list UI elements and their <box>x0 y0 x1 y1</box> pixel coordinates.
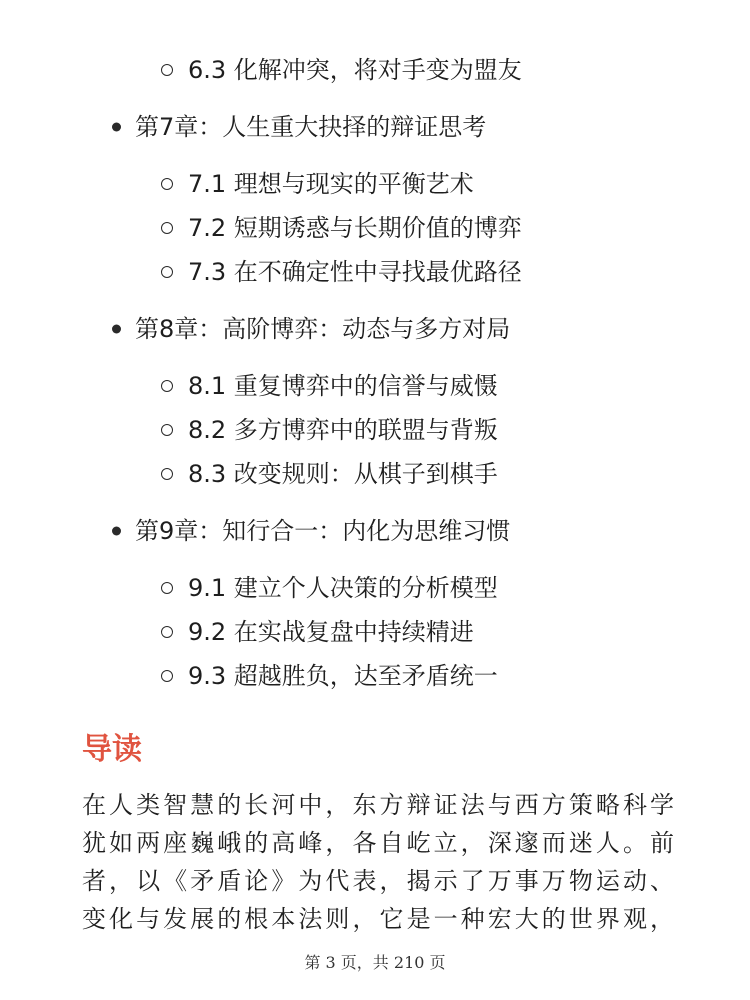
intro-paragraph <box>82 786 674 938</box>
toc-item-label: 7.3 在不确定性中寻找最优路径 <box>188 258 522 286</box>
hollow-bullet-icon <box>161 64 173 76</box>
paragraph-line: 变化与发展的根本法则，它是一种宏大的世界观， <box>82 905 674 933</box>
filled-bullet-icon <box>112 527 121 536</box>
paragraph-line: 在人类智慧的长河中，东方辩证法与西方策略科学 <box>82 791 674 819</box>
toc-item-label: 9.1 建立个人决策的分析模型 <box>188 574 498 602</box>
hollow-bullet-icon <box>161 626 173 638</box>
hollow-bullet-icon <box>161 582 173 594</box>
page-number-footer: 第 3 页，共 210 页 <box>304 953 446 972</box>
hollow-bullet-icon <box>161 266 173 278</box>
hollow-bullet-icon <box>161 424 173 436</box>
section-heading: 导读 <box>82 732 142 767</box>
toc-item-label: 第7章：人生重大抉择的辩证思考 <box>135 113 487 141</box>
toc-item-label: 9.2 在实战复盘中持续精进 <box>188 618 474 646</box>
toc-item-label: 7.2 短期诱惑与长期价值的博弈 <box>188 214 522 242</box>
toc-item-label: 6.3 化解冲突，将对手变为盟友 <box>188 56 522 84</box>
toc-item-label: 8.3 改变规则：从棋子到棋手 <box>188 460 498 488</box>
toc-item-label: 第8章：高阶博弈：动态与多方对局 <box>135 315 511 343</box>
hollow-bullet-icon <box>161 222 173 234</box>
paragraph-line: 犹如两座巍峨的高峰，各自屹立，深邃而迷人。前 <box>82 829 674 857</box>
toc-item-label: 8.1 重复博弈中的信誉与威慑 <box>188 372 498 400</box>
toc-item-label: 9.3 超越胜负，达至矛盾统一 <box>188 662 498 690</box>
hollow-bullet-icon <box>161 670 173 682</box>
filled-bullet-icon <box>112 325 121 334</box>
toc-item-label: 8.2 多方博弈中的联盟与背叛 <box>188 416 498 444</box>
hollow-bullet-icon <box>161 380 173 392</box>
hollow-bullet-icon <box>161 468 173 480</box>
filled-bullet-icon <box>112 123 121 132</box>
paragraph-line: 者，以《矛盾论》为代表，揭示了万事万物运动、 <box>82 867 674 895</box>
hollow-bullet-icon <box>161 178 173 190</box>
toc-item-label: 7.1 理想与现实的平衡艺术 <box>188 170 474 198</box>
toc-item-label: 第9章：知行合一：内化为思维习惯 <box>135 517 511 545</box>
